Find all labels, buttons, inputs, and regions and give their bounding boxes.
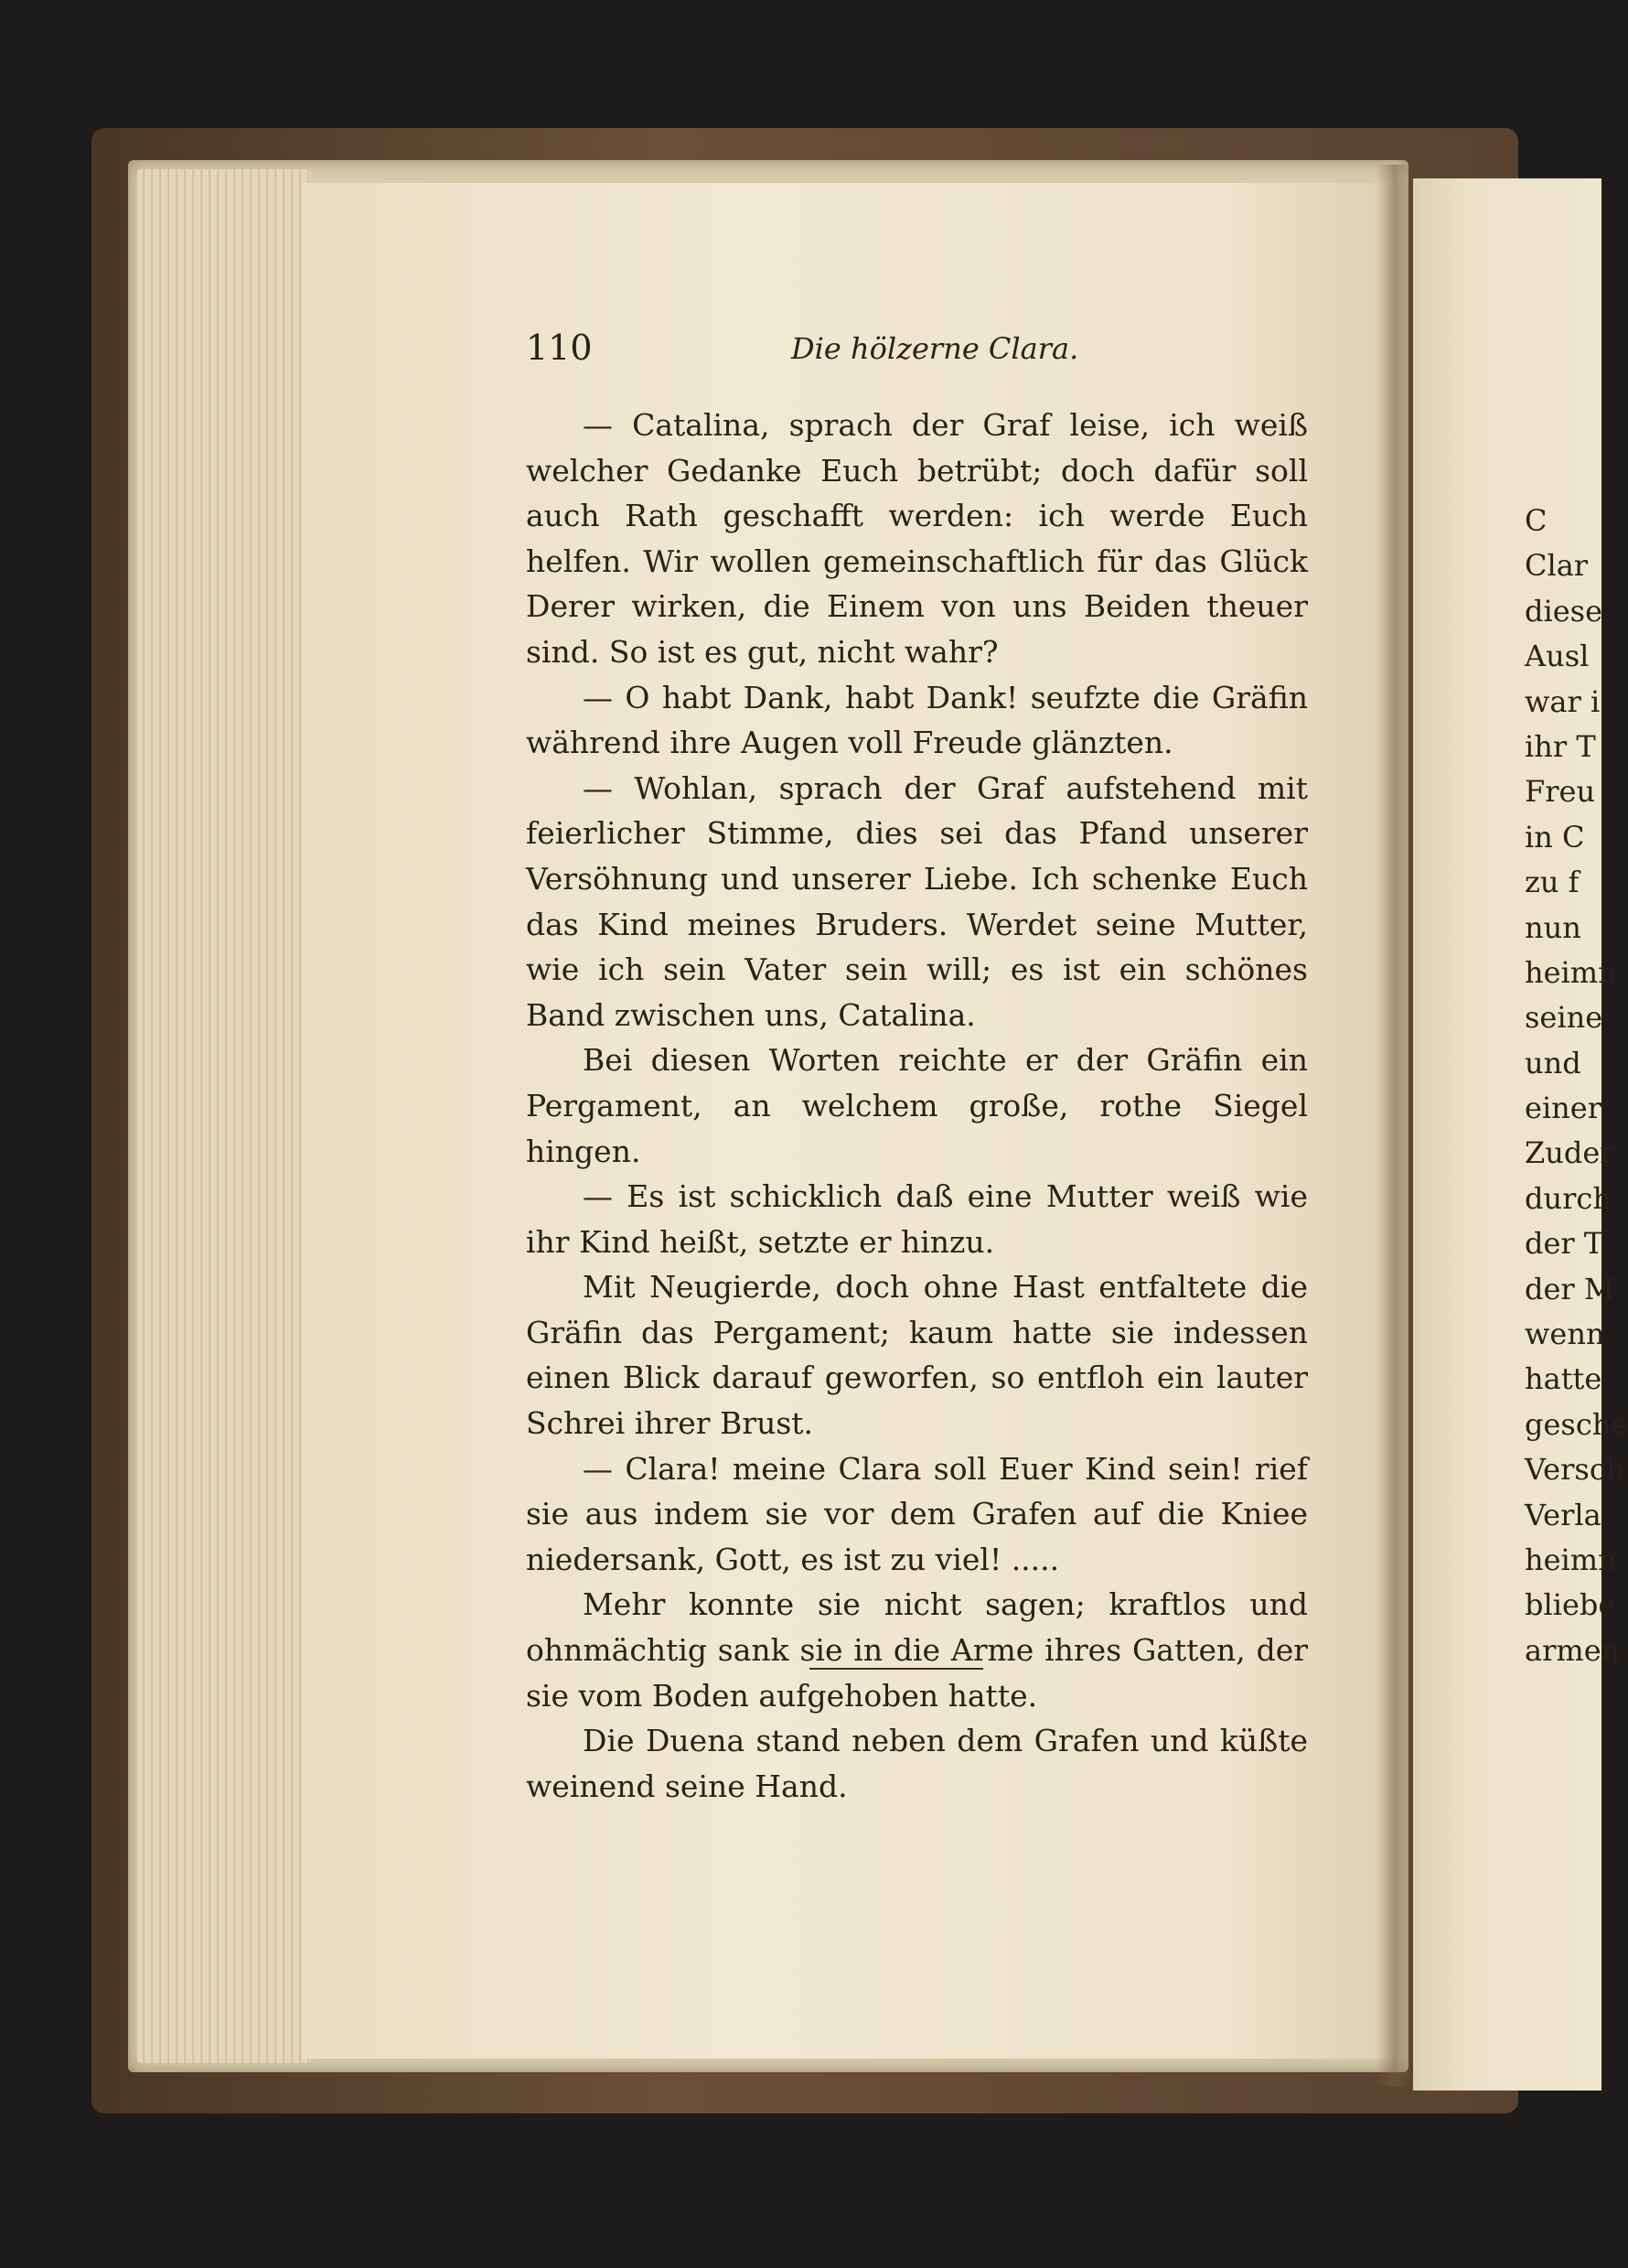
page-header bbox=[526, 328, 1308, 373]
paragraph: Mehr konnte sie nicht sagen; kraftlos und ohnmächtig sank sie in die Arme ihres Gatten, der sie vom Boden aufgehoben hatte. bbox=[526, 1586, 1308, 1714]
right-page-line: war i bbox=[1525, 683, 1601, 719]
right-page-line: hatte bbox=[1525, 1361, 1602, 1397]
right-page-line: einer bbox=[1525, 1091, 1602, 1126]
right-page-line: nun bbox=[1525, 909, 1581, 945]
body-text bbox=[526, 403, 1308, 1809]
right-page-line: diese bbox=[1525, 593, 1603, 629]
right-page-line: Versch bbox=[1525, 1452, 1625, 1488]
right-page-line: Freu bbox=[1525, 774, 1596, 810]
paragraph: Mit Neugierde, doch ohne Hast entfaltete die Gräfin das Pergament; kaum hatte sie indessen einen Blick darauf geworfen, so entfloh ein lauter Schrei ihrer Brust. bbox=[526, 1269, 1308, 1442]
right-page-line: durch bbox=[1525, 1180, 1612, 1216]
right-page-line: gesche bbox=[1525, 1406, 1628, 1442]
right-page-line: der T bbox=[1525, 1226, 1604, 1262]
paragraph: — O habt Dank, habt Dank! seufzte die Gräfin während ihre Augen voll Freude glänzten. bbox=[526, 679, 1308, 761]
paragraph: Die Duena stand neben dem Grafen und küßte weinend seine Hand. bbox=[526, 1723, 1308, 1804]
paragraph: — Es ist schicklich daß eine Mutter weiß wie ihr Kind heißt, setzte er hinzu. bbox=[526, 1178, 1308, 1260]
right-page-line: heimn bbox=[1525, 1542, 1617, 1577]
right-page-line: Clar bbox=[1525, 548, 1589, 584]
paragraph: — Clara! meine Clara soll Euer Kind sein! rief sie aus indem sie vor dem Grafen auf die Kniee niedersank, Gott, es ist zu viel! ..... bbox=[526, 1450, 1308, 1577]
book-gutter bbox=[1376, 165, 1413, 2086]
right-page-line: ihr T bbox=[1525, 728, 1596, 764]
right-page-line: Verla bbox=[1525, 1497, 1601, 1532]
paragraph: Bei diesen Worten reichte er der Gräfin ein Pergament, an welchem große, rothe Siegel hingen. bbox=[526, 1042, 1308, 1169]
right-page-line: C bbox=[1525, 503, 1548, 538]
paragraph: — Wohlan, sprach der Graf aufstehend mit feierlicher Stimme, dies sei das Pfand unserer Versöhnung und unserer Liebe. Ich schenke Euch das Kind meines Bruders. Werdet seine Mutter, wie ich sein Vater sein will; es ist ein schönes Band zwischen uns, Catalina. bbox=[526, 769, 1308, 1033]
page-number: 110 bbox=[526, 328, 593, 368]
right-page-line: der M bbox=[1525, 1271, 1614, 1306]
paragraph: — Catalina, sprach der Graf leise, ich weiß welcher Gedanke Euch betrübt; doch dafür soll auch Rath geschafft werden: ich werde Euch helfen. Wir wollen gemeinschaftlich für das Glück Derer wirken, die Einem von uns Beiden theuer sind. So ist es gut, nicht wahr? bbox=[526, 407, 1308, 670]
right-page-line: und bbox=[1525, 1045, 1581, 1080]
running-title: Die hölzerne Clara. bbox=[791, 331, 1079, 366]
right-page-line: seine bbox=[1525, 1000, 1603, 1036]
right-page-text bbox=[1525, 499, 1628, 1673]
page-edges bbox=[137, 169, 311, 2063]
right-page-line: wenn bbox=[1525, 1317, 1605, 1352]
right-page-line: zu f bbox=[1525, 865, 1580, 900]
right-page-line: armen bbox=[1525, 1632, 1621, 1668]
right-page-line: Zuder bbox=[1525, 1135, 1614, 1171]
right-page-line: in C bbox=[1525, 819, 1585, 855]
right-page-line: Ausl bbox=[1525, 639, 1590, 674]
right-page-line: bliebe bbox=[1525, 1587, 1616, 1623]
section-end-rule bbox=[809, 1668, 983, 1670]
right-page-line: heimn bbox=[1525, 954, 1617, 990]
